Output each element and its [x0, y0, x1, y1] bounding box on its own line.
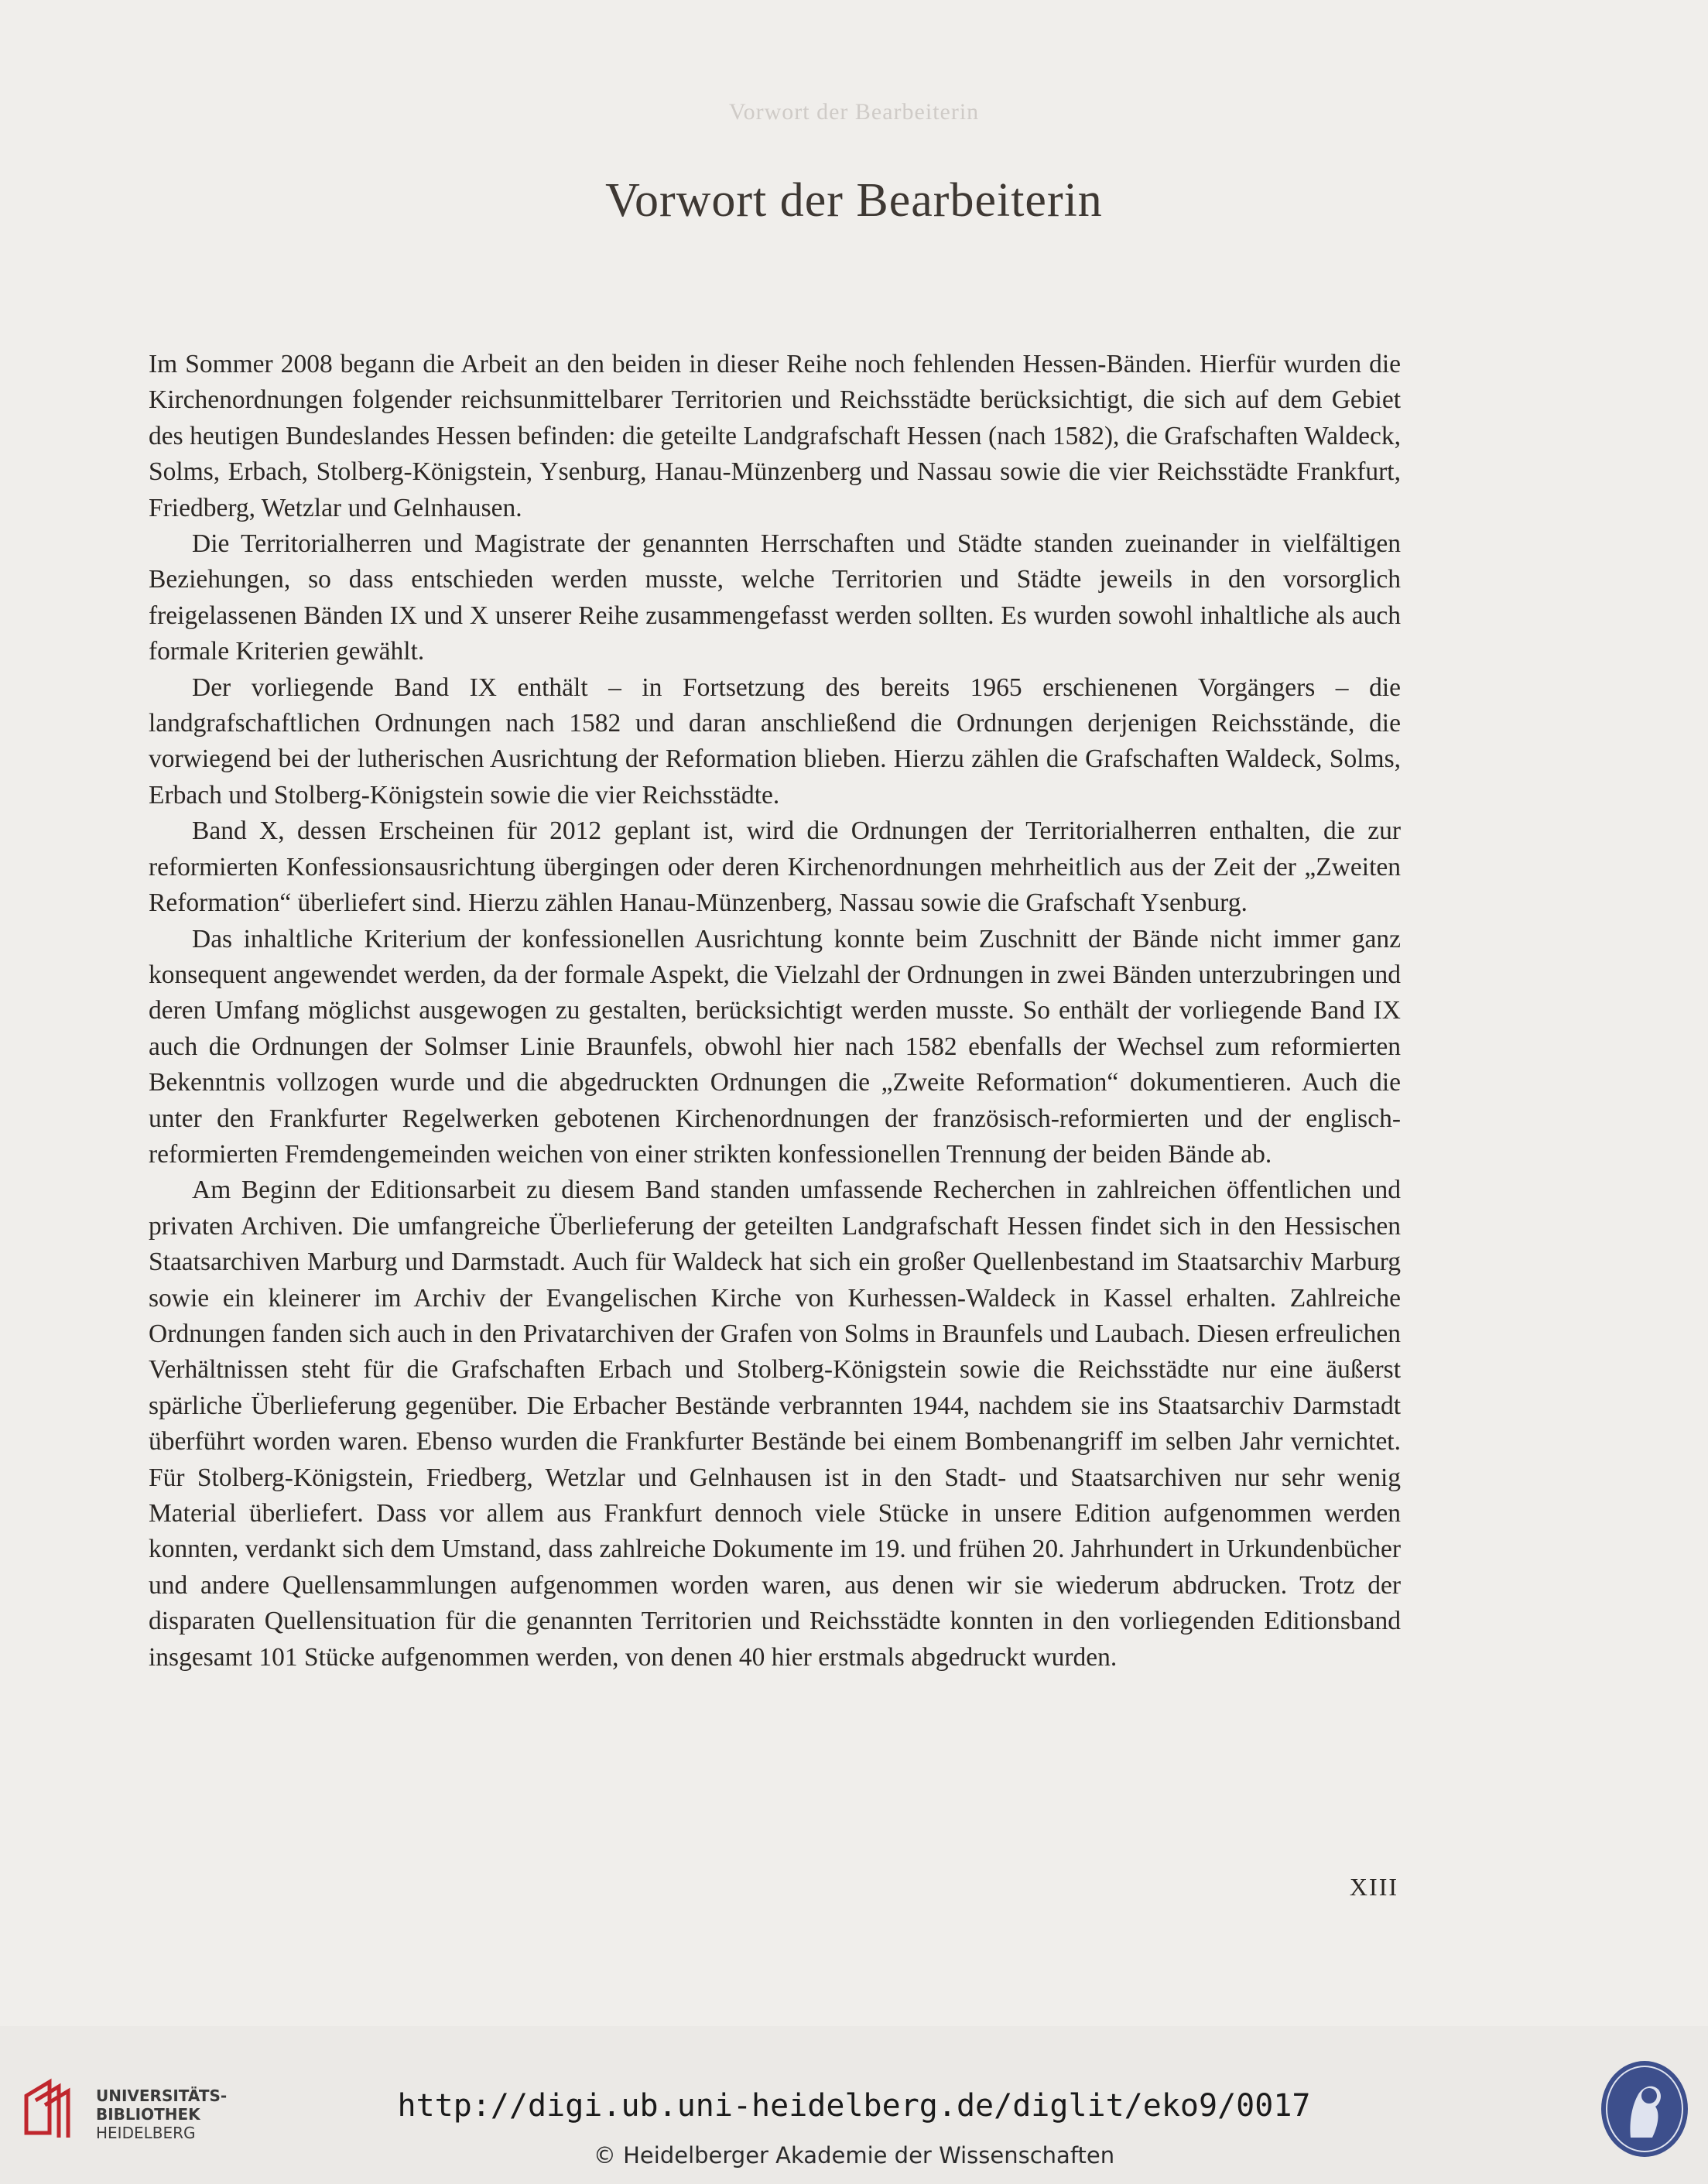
paragraph-1: Im Sommer 2008 begann die Arbeit an den beiden in dieser Reihe noch fehlenden Hessen-Bänden. Hierfür wurden die Kirchenordnungen folgender reichsunmittelbarer Territorien und Reichsstädte berücksichtigt, die sich auf dem Gebiet des heutigen Bundeslandes Hessen befinden: die geteilte Landgrafschaft Hessen (nach 1582), die Grafschaften Waldeck, Solms, Erbach, Stolberg-Königstein, Ysenburg, Hanau-Münzenberg und Nassau sowie die vier Reichsstädte Frankfurt, Friedberg, Wetzlar und Gelnhausen. [149, 350, 1401, 522]
copyright-notice: © Heidelberger Akademie der Wissenschaften [593, 2142, 1115, 2169]
paragraph-6: Am Beginn der Editionsarbeit zu diesem Band standen umfassende Recherchen in zahlreichen öffentlichen und privaten Archiven. Die umfangreiche Überlieferung der geteilten Landgrafschaft Hessen findet sich in den Hessischen Staatsarchiven Marburg und Darmstadt. Auch für Waldeck hat sich ein großer Quellenbestand im Staatsarchiv Marburg sowie ein kleinerer im Archiv der Evangelischen Kirche von Kurhessen-Waldeck in Kassel erhalten. Zahlreiche Ordnungen fanden sich auch in den Privatarchiven der Grafen von Solms in Braunfels und Laubach. Diesen erfreulichen Verhältnissen steht für die Grafschaften Erbach und Stolberg-Königstein sowie die Reichsstädte nur eine äußerst spärliche Überlieferung gegenüber. Die Erbacher Bestände verbrannten 1944, nachdem sie ins Staatsarchiv Darmstadt überführt worden waren. Ebenso wurden die Frankfurter Bestände bei einem Bombenangriff im selben Jahr vernichtet. Für Stolberg-Königstein, Friedberg, Wetzlar und Gelnhausen ist in den Stadt- und Staatsarchiven nur sehr wenig Material überliefert. Dass vor allem aus Frankfurt dennoch viele Stücke in unsere Edition aufgenommen werden konnten, verdankt sich dem Umstand, dass zahlreiche Dokumente im 19. und frühen 20. Jahrhundert in Urkundenbücher und andere Quellensammlungen aufgenommen worden waren, aus denen wir sie wiederum abdrucken. Trotz der disparaten Quellensituation für die genannten Territorien und Reichsstädte konnten in den vorliegenden Editionsband insgesamt 101 Stücke aufgenommen werden, von denen 40 hier erstmals abgedruckt wurden. [149, 1176, 1401, 1672]
permalink-url[interactable]: http://digi.ub.uni-heidelberg.de/diglit/eko9/0017 [397, 2088, 1311, 2124]
paragraph-3: Der vorliegende Band IX enthält – in Fortsetzung des bereits 1965 erschienenen Vorgängers – die landgrafschaftlichen Ordnungen nach 1582 und daran anschließend die Ordnungen derjenigen Reichsstände, die vorwiegend bei der lutherischen Ausrichtung der Reformation blieben. Hierzu zählen die Grafschaften Waldeck, Solms, Erbach und Stolberg-Königstein sowie die vier Reichsstädte. [149, 673, 1401, 810]
footer-bar [0, 2026, 1708, 2184]
body-text [149, 347, 1401, 1676]
page-number: XIII [1349, 1873, 1398, 1901]
academy-seal-icon[interactable] [1598, 2059, 1691, 2159]
paragraph-5: Das inhaltliche Kriterium der konfessionellen Ausrichtung konnte beim Zuschnitt der Bände nicht immer ganz konsequent angewendet werden, da der formale Aspekt, die Vielzahl der Ordnungen in zwei Bänden unterzubringen und deren Umfang möglichst ausgewogen zu gestalten, berücksichtigt werden musste. So enthält der vorliegende Band IX auch die Ordnungen der Solmser Linie Braunfels, obwohl hier nach 1582 ebenfalls der Wechsel zum reformierten Bekenntnis vollzogen wurde und die abgedruckten Ordnungen die „Zweite Reformation“ dokumentieren. Auch die unter den Frankfurter Regelwerken gebotenen Kirchenordnungen der französisch-reformierten und der englisch-reformierten Fremdengemeinden weichen von einer strikten konfessionellen Trennung der beiden Bände ab. [149, 924, 1401, 1169]
library-name-line-3: HEIDELBERG [96, 2124, 196, 2142]
library-name-line-2: BIBLIOTHEK [96, 2105, 200, 2124]
page-title: Vorwort der Bearbeiterin [605, 174, 1103, 227]
paragraph-4: Band X, dessen Erscheinen für 2012 geplant ist, wird die Ordnungen der Territorialherren enthalten, die zur reformierten Konfessionsausrichtung übergingen oder deren Kirchenordnungen mehrheitlich aus der Zeit der „Zweiten Reformation“ überliefert sind. Hierzu zählen Hanau-Münzenberg, Nassau sowie die Grafschaft Ysenburg. [149, 816, 1401, 918]
paragraph-2: Die Territorialherren und Magistrate der genannten Herrschaften und Städte standen zueinander in vielfältigen Beziehungen, so dass entschieden werden musste, welche Territorien und Städte jeweils in den vorsorglich freigelassenen Bänden IX und X unserer Reihe zusammengefasst werden sollten. Es wurden sowohl inhaltliche als auch formale Kriterien gewählt. [149, 529, 1401, 666]
library-name-line-1: UNIVERSITÄTS- [96, 2086, 228, 2105]
bleed-through-header: Vorwort der Bearbeiterin [728, 99, 980, 125]
